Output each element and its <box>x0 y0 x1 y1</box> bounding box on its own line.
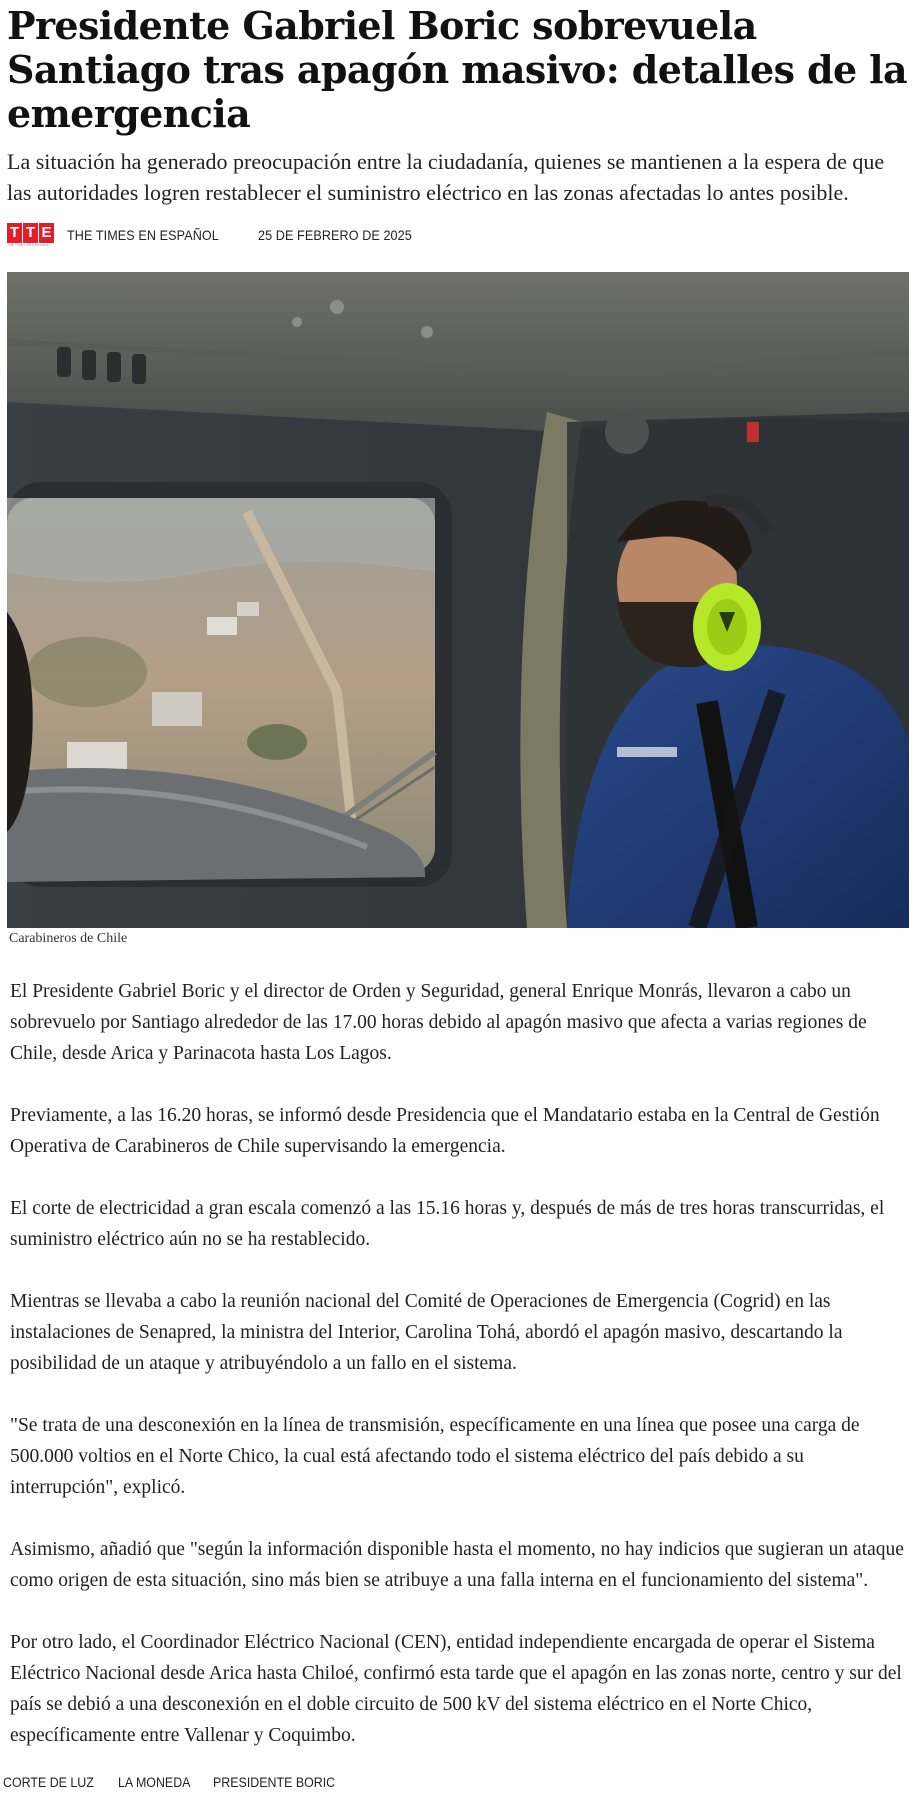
body-paragraph: Mientras se llevaba a cabo la reunión nacional del Comité de Operaciones de Emergencia (Cogrid) en las instalaciones de Senapred, la ministra del Interior, Carolina Tohá, abordó el apagón masivo, descartando la posibilidad de un ataque y atribuyéndolo a un fallo en el sistema. <box>10 1291 843 1374</box>
body-paragraph: Previamente, a las 16.20 horas, se informó desde Presidencia que el Mandatario estaba en la Central de Gestión Operativa de Carabineros de Chile supervisando la emergencia. <box>10 1105 880 1157</box>
tag-link[interactable]: PRESIDENTE BORIC <box>212 1775 335 1790</box>
publish-date: 25 DE FEBRERO DE 2025 <box>257 227 412 243</box>
logo-letter: T <box>23 223 38 243</box>
body-paragraph: Por otro lado, el Coordinador Eléctrico Nacional (CEN), entidad independiente encargada de operar el Sistema Eléctrico Nacional desde Arica hasta Chiloé, confirmó esta tarde que el apagón en las zonas norte, centro y sur del país se debió a una desconexión en el doble circuito de 500 kV del sistema eléctrico en el Norte Chico, específicamente entre Vallenar y Coquimbo. <box>10 1632 902 1746</box>
headline: Presidente Gabriel Boric sobrevuela Santiago tras apagón masivo: detalles de la emergencia <box>7 3 908 136</box>
logo-letter: E <box>39 223 54 243</box>
body-paragraph: Asimismo, añadió que "según la información disponible hasta el momento, no hay indicios que sugieran un ataque como origen de esta situación, sino más bien se atribuye a una falla interna en el funcionamiento del sistema". <box>10 1539 904 1591</box>
article-tags <box>3 1775 345 1790</box>
article <box>7 0 909 1746</box>
tag-link[interactable]: LA MONEDA <box>117 1775 191 1790</box>
body-paragraph: El corte de electricidad a gran escala comenzó a las 15.16 horas y, después de más de tres horas transcurridas, el suministro eléctrico aún no se ha restablecido. <box>10 1198 885 1250</box>
photo-caption: Carabineros de Chile <box>9 931 128 946</box>
subheadline: La situación ha generado preocupación entre la ciudadanía, quienes se mantienen a la espera de que las autoridades logren restablecer el suministro eléctrico en las zonas afectadas lo antes posible. <box>7 149 885 205</box>
logo-letter: T <box>7 223 22 243</box>
publisher-name[interactable]: THE TIMES EN ESPAÑOL <box>67 227 219 243</box>
publisher-logo[interactable] <box>7 223 55 248</box>
tag-link[interactable]: CORTE DE LUZ <box>3 1775 94 1790</box>
byline <box>7 222 429 248</box>
body-paragraph: "Se trata de una desconexión en la línea de transmisión, específicamente en una línea que posee una carga de 500.000 voltios en el Norte Chico, la cual está afectando todo el sistema eléctrico del país debido a su interrupción", explicó. <box>10 1415 860 1498</box>
article-body <box>10 976 910 1782</box>
helicopter-photo-illustration <box>7 272 909 928</box>
logo-letters <box>7 223 55 243</box>
article-photo <box>7 272 909 928</box>
logo-tagline: THE TIMES EN ESPAÑOL <box>7 242 49 247</box>
body-paragraph: El Presidente Gabriel Boric y el director de Orden y Seguridad, general Enrique Monrás, llevaron a cabo un sobrevuelo por Santiago alrededor de las 17.00 horas debido al apagón masivo que afecta a varias regiones de Chile, desde Arica y Parinacota hasta Los Lagos. <box>10 981 867 1064</box>
